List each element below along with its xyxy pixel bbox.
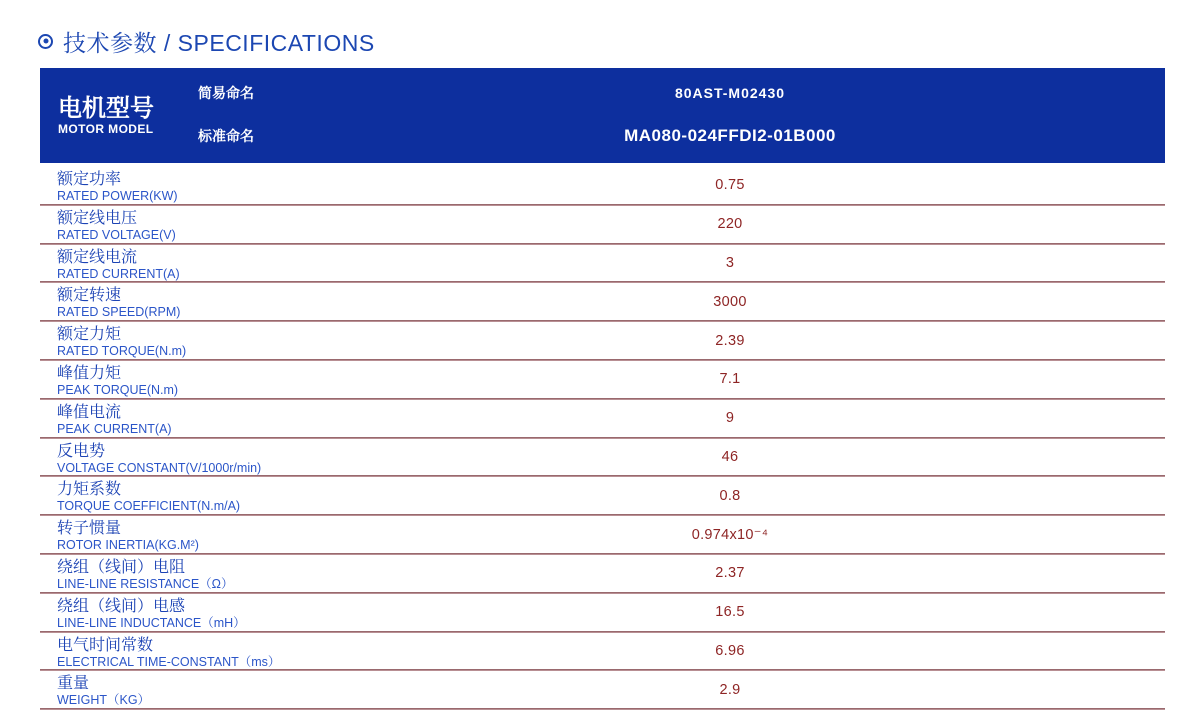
spec-label-en: RATED TORQUE(N.m) <box>57 344 187 359</box>
spec-label-cell <box>40 283 295 322</box>
spec-label-en: WEIGHT（KG） <box>57 693 151 708</box>
spec-row <box>40 477 1165 516</box>
spec-label-cell <box>40 206 295 245</box>
spec-value: 46 <box>721 448 739 465</box>
spec-label-zh: 额定转速 <box>57 287 122 305</box>
spec-label-cell <box>40 671 295 710</box>
spec-value: 0.8 <box>719 487 741 504</box>
naming-rows <box>158 68 1165 163</box>
page-title-row <box>38 27 1199 55</box>
spec-label-zh: 峰值力矩 <box>57 364 122 382</box>
spec-value: 220 <box>717 216 743 233</box>
spec-row <box>40 283 1165 322</box>
motor-model-label-en: MOTOR MODEL <box>58 122 154 136</box>
spec-label-en: RATED CURRENT(A) <box>57 266 180 281</box>
naming-label-simple: 简易命名 <box>198 84 254 101</box>
spec-value: 0.974x10⁻⁴ <box>691 526 769 543</box>
spec-label-cell <box>40 439 295 478</box>
spec-row <box>40 167 1165 206</box>
spec-label-cell <box>40 477 295 516</box>
spec-label-zh: 额定力矩 <box>57 326 122 344</box>
spec-value: 3 <box>725 254 735 271</box>
spec-label-cell <box>40 516 295 555</box>
page-title: 技术参数 / SPECIFICATIONS <box>63 29 375 56</box>
spec-label-zh: 峰值电流 <box>57 403 122 421</box>
spec-row <box>40 439 1165 478</box>
spec-label-cell <box>40 633 295 672</box>
spec-row <box>40 555 1165 594</box>
model-number-standard: MA080-024FFDI2-01B000 <box>624 126 836 146</box>
spec-label-zh: 额定线电压 <box>57 209 138 227</box>
spec-label-zh: 力矩系数 <box>57 481 122 499</box>
naming-row-standard <box>158 115 1165 159</box>
spec-label-zh: 转子惯量 <box>57 520 122 538</box>
spec-row <box>40 671 1165 710</box>
spec-value: 0.75 <box>715 177 745 194</box>
spec-value: 2.37 <box>715 565 745 582</box>
spec-label-en: ROTOR INERTIA(KG.M²) <box>57 538 199 553</box>
bullet-circle-dot-icon <box>38 34 53 49</box>
spec-row <box>40 361 1165 400</box>
spec-label-en: VOLTAGE CONSTANT(V/1000r/min) <box>57 460 262 475</box>
spec-label-en: ELECTRICAL TIME-CONSTANT（ms） <box>57 654 281 669</box>
spec-label-en: LINE-LINE INDUCTANCE（mH） <box>57 615 246 630</box>
spec-label-cell <box>40 322 295 361</box>
spec-value: 3000 <box>713 293 747 310</box>
spec-label-zh: 绕组（线间）电阻 <box>57 558 186 576</box>
naming-label-standard: 标准命名 <box>198 128 254 145</box>
spec-label-cell <box>40 167 295 206</box>
spec-label-en: RATED POWER(KW) <box>57 189 178 203</box>
spec-label-zh: 重量 <box>57 675 90 693</box>
spec-value: 2.9 <box>719 681 741 698</box>
naming-row-simple <box>158 71 1165 115</box>
spec-label-zh: 额定线电流 <box>57 248 138 266</box>
motor-model-header <box>40 68 1165 163</box>
spec-value: 16.5 <box>715 604 745 621</box>
spec-label-en: RATED VOLTAGE(V) <box>57 227 176 242</box>
spec-value: 2.39 <box>715 332 745 349</box>
spec-label-cell <box>40 361 295 400</box>
spec-label-en: PEAK TORQUE(N.m) <box>57 382 179 397</box>
spec-label-cell <box>40 555 295 594</box>
spec-label-en: RATED SPEED(RPM) <box>57 305 181 320</box>
spec-label-en: TORQUE COEFFICIENT(N.m/A) <box>57 499 241 514</box>
spec-row <box>40 594 1165 633</box>
spec-value: 7.1 <box>719 371 741 388</box>
spec-table <box>40 68 1165 710</box>
spec-row <box>40 400 1165 439</box>
spec-rows-list <box>40 167 1165 710</box>
spec-value: 6.96 <box>715 642 745 659</box>
model-number-simple: 80AST-M02430 <box>674 84 786 101</box>
spec-label-zh: 额定功率 <box>57 171 122 188</box>
spec-row <box>40 206 1165 245</box>
spec-label-zh: 反电势 <box>57 442 106 460</box>
spec-row <box>40 245 1165 284</box>
spec-row <box>40 516 1165 555</box>
spec-value: 9 <box>725 410 735 427</box>
spec-row <box>40 633 1165 672</box>
motor-model-label-zh: 电机型号 <box>58 95 154 122</box>
motor-model-cell <box>40 68 158 163</box>
spec-label-cell <box>40 594 295 633</box>
spec-label-en: PEAK CURRENT(A) <box>57 421 172 436</box>
spec-label-cell <box>40 400 295 439</box>
spec-label-zh: 电气时间常数 <box>57 636 154 654</box>
spec-row <box>40 322 1165 361</box>
spec-label-en: LINE-LINE RESISTANCE（Ω） <box>57 576 234 591</box>
spec-label-cell <box>40 245 295 284</box>
spec-label-zh: 绕组（线间）电感 <box>57 597 186 615</box>
